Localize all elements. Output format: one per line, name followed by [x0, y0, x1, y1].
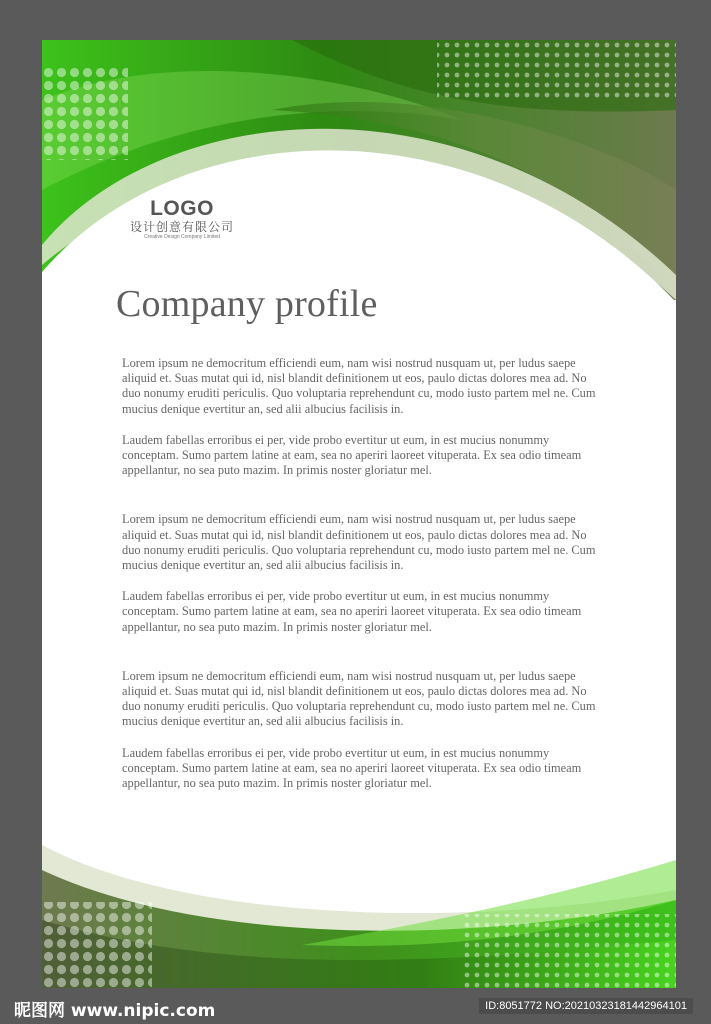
header-dots-right	[437, 40, 676, 102]
logo-chinese-name: 设计创意有限公司	[129, 220, 234, 234]
paragraph: Lorem ipsum ne democritum efficiendi eum, nam wisi nostrud nusquam ut, per ludus saepe aliquid et. Suas mutat qui id, nisl blandit definitionem ut eos, paulo dictas dolores mea ad. No duo nonumy eruditi periculis. Quo voluptaria reprehendunt cu, modo iusto partem mel ne. Cum mucius denique evertitur an, sed alii albucius facilisis in.	[122, 668, 596, 729]
company-logo	[120, 198, 244, 240]
header-dots-left	[42, 68, 128, 160]
paragraph: Lorem ipsum ne democritum efficiendi eum, nam wisi nostrud nusquam ut, per ludus saepe aliquid et. Suas mutat qui id, nisl blandit definitionem ut eos, paulo dictas dolores mea ad. No duo nonumy eruditi periculis. Quo voluptaria reprehendunt cu, modo iusto partem mel ne. Cum mucius denique evertitur an, sed alii albucius facilisis in.	[122, 356, 596, 416]
body-text	[122, 356, 602, 791]
image-id-watermark: ID:8051772 NO:20210323181442964101	[479, 998, 693, 1014]
paragraph: Lorem ipsum ne democritum efficiendi eum, nam wisi nostrud nusquam ut, per ludus saepe aliquid et. Suas mutat qui id, nisl blandit definitionem ut eos, paulo dictas dolores mea ad. No duo nonumy eruditi periculis. Quo voluptaria reprehendunt cu, modo iusto partem mel ne. Cum mucius denique evertitur an, sed alii albucius facilisis in.	[122, 512, 596, 573]
site-watermark: 昵图网 www.nipic.com	[14, 1001, 216, 1021]
page-title: Company profile	[116, 283, 378, 325]
letterhead-page	[42, 40, 676, 988]
paragraph: Laudem fabellas erroribus ei per, vide probo evertitur ut eum, in est mucius nonummy conceptam. Sumo partem latine at eam, sea no aperiri laoreet vituperata. Ex sea odio timeam appellantur, no sea puto mazim. In primis noster gloriatur mel.	[122, 432, 582, 478]
logo-english-name: Creative Design Company Limited	[144, 234, 220, 240]
paragraph: Laudem fabellas erroribus ei per, vide probo evertitur ut eum, in est mucius nonummy conceptam. Sumo partem latine at eam, sea no aperiri laoreet vituperata. Ex sea odio timeam appellantur, no sea puto mazim. In primis noster gloriatur mel.	[122, 745, 582, 791]
logo-text: LOGO	[150, 197, 214, 220]
footer-dots-right	[462, 914, 676, 988]
paragraph: Laudem fabellas erroribus ei per, vide probo evertitur ut eum, in est mucius nonummy conceptam. Sumo partem latine at eam, sea no aperiri laoreet vituperata. Ex sea odio timeam appellantur, no sea puto mazim. In primis noster gloriatur mel.	[122, 589, 582, 634]
footer-dots-left	[42, 902, 152, 988]
